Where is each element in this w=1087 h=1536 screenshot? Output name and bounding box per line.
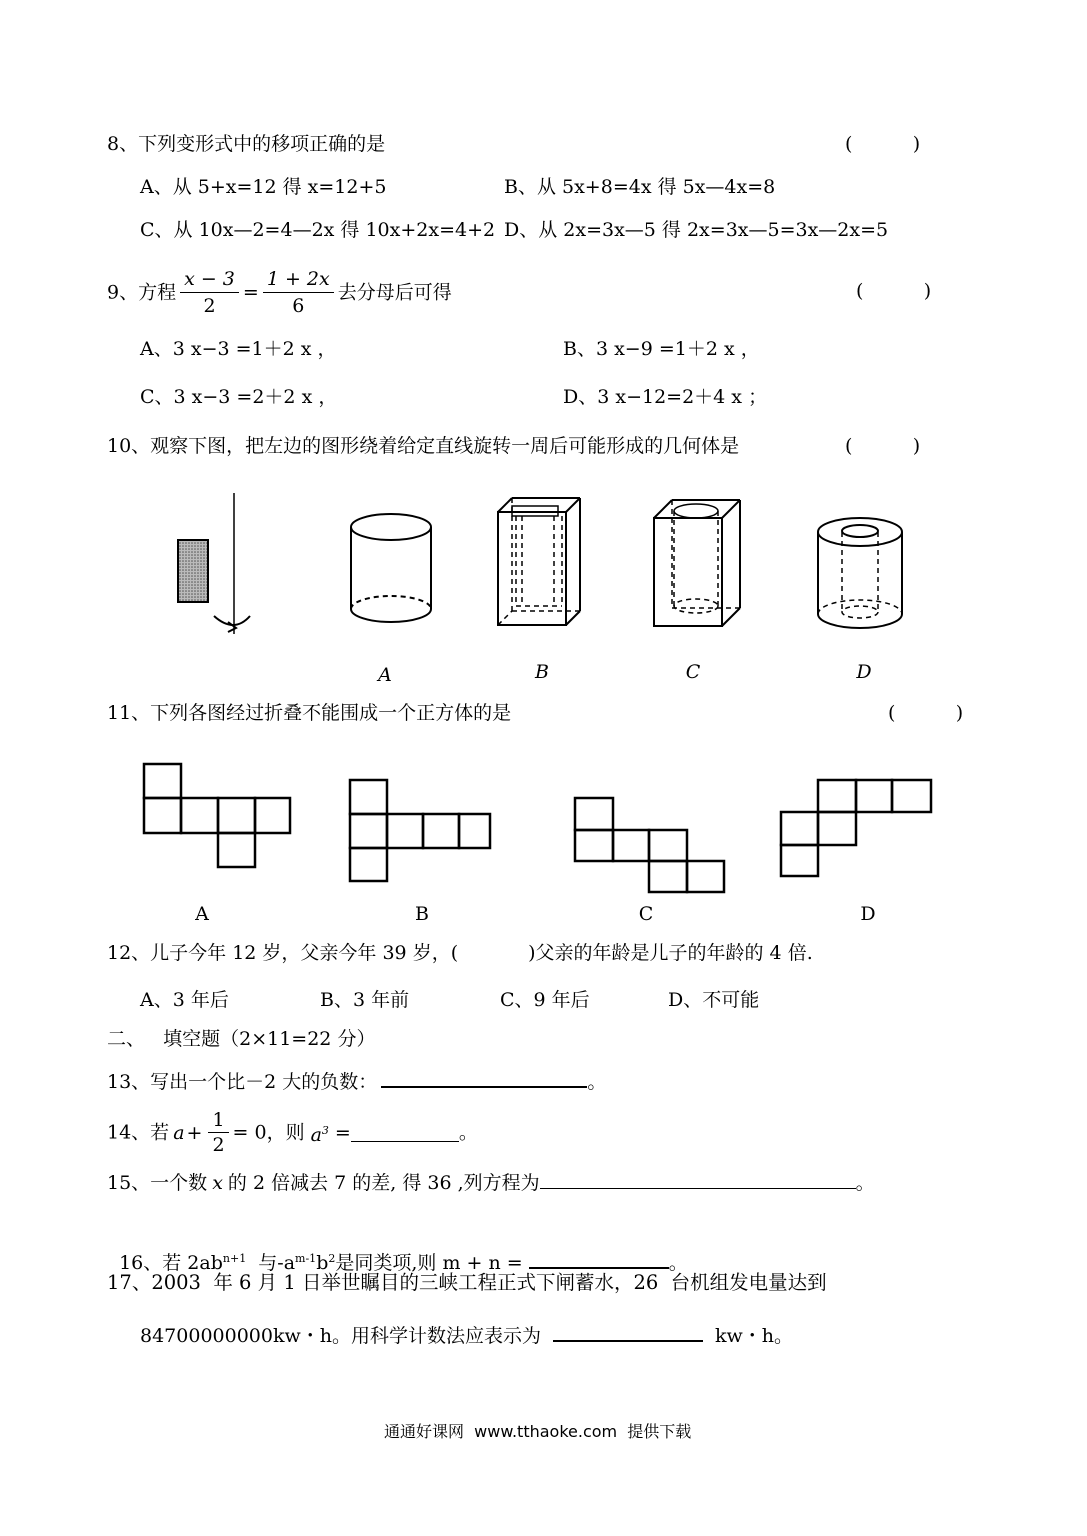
- q14-end: 。: [458, 1121, 478, 1144]
- q9-equals: =: [242, 281, 259, 304]
- q10-hollow-box-b: [492, 492, 587, 632]
- q9-option-b: B、3 x−9 =1＋2 x ，: [563, 338, 760, 360]
- q10-label-b: B: [535, 661, 549, 683]
- q12-option-b: B、3 年前: [320, 989, 410, 1011]
- q14-stem: [107, 1108, 478, 1157]
- q14-var-a3: [311, 1124, 329, 1146]
- q17-line2: [140, 1322, 793, 1348]
- q10-rotation-figure: [170, 488, 260, 638]
- q9-option-d: D、3 x−12=2＋4 x ；: [563, 386, 768, 408]
- q16-answer-blank[interactable]: [529, 1249, 669, 1269]
- q13-stem: [107, 1068, 606, 1094]
- q11-label-b: B: [415, 903, 429, 925]
- q15-text-after: 的 2 倍减去 7 的差, 得 36 ,列方程为: [227, 1172, 540, 1194]
- q10-stem: 10、观察下图，把左边的图形绕着给定直线旋转一周后可能形成的几何体是: [107, 435, 740, 457]
- q10-label-d: D: [856, 661, 872, 683]
- q11-label-d: D: [860, 903, 876, 925]
- q16-s1: n+1: [222, 1252, 247, 1265]
- q16-t2: 与-a: [246, 1252, 296, 1274]
- q10-label-a: A: [378, 664, 392, 686]
- q9-fraction-right: [263, 266, 334, 319]
- q14-a3-exp: 3: [321, 1123, 329, 1137]
- q8-stem: 8、下列变形式中的移项正确的是: [107, 133, 386, 155]
- q13-end: 。: [587, 1071, 607, 1093]
- q9-suffix: 去分母后可得: [337, 281, 452, 304]
- q11-net-b: [346, 776, 494, 886]
- q17-line2-after: kw・h。: [715, 1325, 794, 1347]
- q12-stem: [107, 941, 813, 965]
- q17-line2-before: 84700000000kw・h。用科学计数法应表示为: [140, 1325, 541, 1347]
- q10-label-c: C: [685, 661, 701, 683]
- q14-fraction: [208, 1108, 228, 1157]
- q11-stem: 11、下列各图经过折叠不能围成一个正方体的是: [107, 702, 512, 724]
- section2-title: 二、 填空题（2×11=22 分）: [107, 1028, 376, 1050]
- q14-eq0: = 0，则: [232, 1121, 305, 1144]
- q17-line1: 17、2003 年 6 月 1 日举世瞩目的三峡工程正式下闸蓄水，26 台机组发电量达到: [107, 1271, 827, 1294]
- q14-a3-base: a: [310, 1123, 322, 1146]
- q14-frac-num: 1: [212, 1109, 225, 1131]
- q12-option-c: C、9 年后: [500, 989, 590, 1011]
- q12-stem-before: 12、儿子今年 12 岁，父亲今年 39 岁，(: [107, 942, 459, 964]
- q9-frac1-num: x − 3: [184, 268, 235, 290]
- q15-var-x: x: [212, 1172, 223, 1194]
- q9-option-c: C、3 x−3 =2＋2 x ，: [140, 386, 338, 408]
- q12-option-a: A、3 年后: [140, 989, 229, 1011]
- q8-answer-paren[interactable]: ( ): [845, 133, 921, 155]
- q11-net-d: [777, 776, 937, 880]
- q8-option-c: C、从 10x—2=4—2x 得 10x+2x=4+2: [140, 219, 496, 241]
- q14-prefix: 14、若: [107, 1121, 170, 1144]
- q17-answer-blank[interactable]: [553, 1322, 703, 1342]
- q14-plus: +: [186, 1121, 203, 1144]
- q8-option-d: D、从 2x=3x—5 得 2x=3x—5=3x—2x=5: [504, 219, 889, 241]
- q9-prefix: 9、方程: [107, 281, 177, 304]
- q9-frac1-den: 2: [180, 292, 239, 319]
- q14-eq: =: [334, 1121, 351, 1144]
- q16-s3: 2: [328, 1252, 336, 1265]
- q14-frac-den: 2: [208, 1132, 228, 1157]
- q16-t3: b: [316, 1252, 329, 1274]
- q15-text-before: 15、一个数: [107, 1172, 208, 1194]
- q9-option-a: A、3 x−3 =1＋2 x ，: [140, 338, 337, 360]
- q9-stem: [107, 266, 452, 319]
- q11-label-a: A: [195, 903, 209, 925]
- q16-stem: [107, 1223, 688, 1275]
- q15-stem: [107, 1170, 875, 1195]
- q9-frac2-den: 6: [263, 292, 334, 319]
- q16-t4: 是同类项,则 m + n =: [335, 1252, 523, 1274]
- q13-answer-blank[interactable]: [381, 1068, 587, 1088]
- q11-net-a: [140, 760, 295, 872]
- q16-s2: m-1: [295, 1252, 317, 1265]
- q12-stem-after: )父亲的年龄是儿子的年龄的 4 倍.: [528, 942, 813, 964]
- q15-end: 。: [855, 1172, 875, 1194]
- q16-t1: 16、若 2ab: [119, 1252, 223, 1274]
- q11-answer-paren[interactable]: ( ): [888, 702, 964, 724]
- q9-fraction-left: [180, 266, 239, 319]
- q11-label-c: C: [638, 903, 654, 925]
- q12-option-d: D、不可能: [668, 989, 760, 1011]
- q16-end: 。: [668, 1252, 688, 1274]
- q11-net-c: [571, 794, 729, 896]
- q13-text: 13、写出一个比－2 大的负数：: [107, 1071, 378, 1093]
- q9-frac2-num: 1 + 2x: [266, 268, 330, 290]
- q14-var-a: a: [173, 1121, 185, 1144]
- q14-answer-blank[interactable]: [351, 1123, 459, 1142]
- q9-answer-paren[interactable]: ( ): [856, 280, 932, 302]
- footer-credit: 通通好课网 www.tthaoke.com 提供下载: [384, 1422, 692, 1441]
- q10-box-with-cylinder-hole-c: [648, 494, 748, 634]
- q10-answer-paren[interactable]: ( ): [845, 435, 921, 457]
- q15-answer-blank[interactable]: [540, 1170, 856, 1189]
- q10-hollow-cylinder-d: [812, 510, 912, 636]
- q8-option-b: B、从 5x+8=4x 得 5x—4x=8: [504, 176, 776, 198]
- q8-option-a: A、从 5+x=12 得 x=12+5: [140, 176, 387, 198]
- q10-cylinder-a: [345, 506, 440, 636]
